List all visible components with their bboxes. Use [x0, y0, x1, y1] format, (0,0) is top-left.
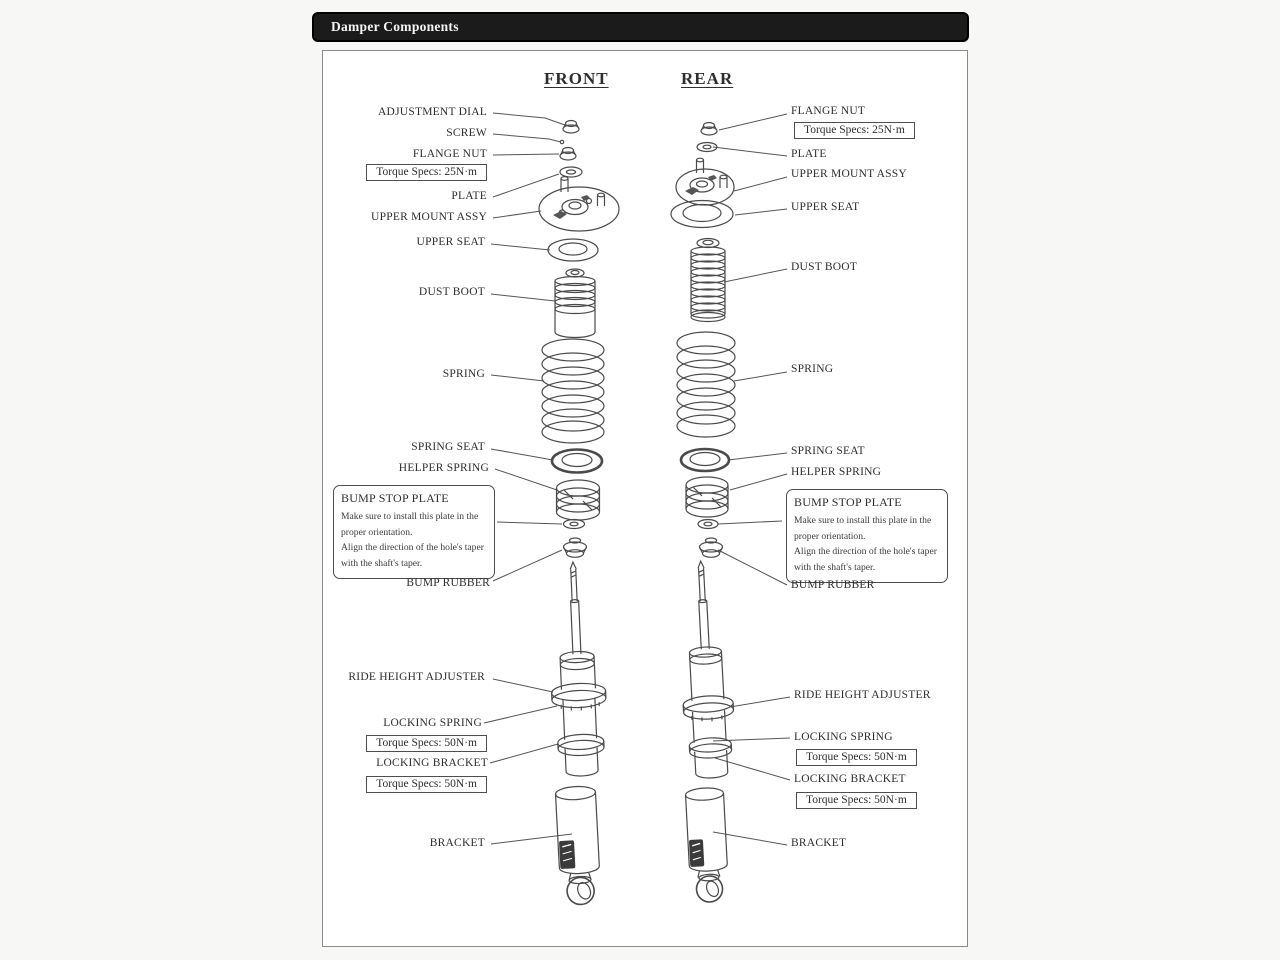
torque-box-rear-flange-nut: Torque Specs: 25N·m — [794, 122, 915, 139]
label-front-flange-nut: FLANGE NUT — [412, 148, 487, 160]
rear-spring-seat-drawing — [681, 449, 729, 471]
note-line: Make sure to install this plate in the — [341, 511, 479, 522]
note-line: Make sure to install this plate in the — [794, 515, 932, 526]
rear-heading: REAR — [681, 69, 734, 88]
front-dust-boot-drawing — [555, 269, 595, 338]
label-rear-upper-seat: UPPER SEAT — [791, 201, 860, 213]
torque-box-front-flange-nut: Torque Specs: 25N·m — [366, 164, 487, 181]
front-heading: FRONT — [544, 69, 609, 88]
rear-spring-drawing — [677, 332, 735, 437]
label-front-bump-rubber: BUMP RUBBER — [406, 577, 490, 589]
rear-damper-drawing — [671, 123, 737, 903]
label-front-dust-boot: DUST BOOT — [418, 286, 485, 298]
label-front-screw: SCREW — [446, 127, 487, 139]
front-screw-drawing — [560, 140, 563, 143]
label-rear-spring-seat: SPRING SEAT — [791, 445, 865, 457]
leader-lines — [484, 113, 790, 845]
label-rear-ride-height-adjuster: RIDE HEIGHT ADJUSTER — [794, 689, 931, 701]
note-line: proper orientation. — [794, 530, 866, 542]
front-spring-drawing — [542, 339, 604, 443]
rear-bracket-drawing — [685, 787, 729, 903]
rear-bump-rubber-drawing — [700, 538, 723, 557]
label-front-plate: PLATE — [451, 190, 487, 202]
rear-helper-spring-drawing — [686, 477, 728, 517]
label-front-bracket: BRACKET — [429, 837, 485, 849]
note-line: Align the direction of the hole's taper — [794, 546, 937, 557]
note-box-rear-bump-stop-plate — [786, 489, 948, 583]
front-plate-drawing — [560, 167, 582, 177]
front-helper-spring-drawing — [557, 480, 600, 520]
rear-flange-nut-drawing — [701, 123, 717, 136]
label-front-adjustment-dial: ADJUSTMENT DIAL — [378, 106, 487, 118]
label-rear-plate: PLATE — [791, 148, 827, 160]
label-front-upper-mount-assy: UPPER MOUNT ASSY — [371, 211, 487, 223]
label-rear-dust-boot: DUST BOOT — [791, 261, 858, 273]
label-front-helper-spring: HELPER SPRING — [398, 462, 489, 474]
label-front-ride-height-adjuster: RIDE HEIGHT ADJUSTER — [348, 671, 485, 683]
torque-box-front-locking-bracket: Torque Specs: 50N·m — [366, 776, 487, 793]
section-header-bar — [312, 12, 969, 42]
front-damper-drawing — [539, 121, 619, 906]
rear-upper-seat-drawing — [671, 201, 733, 228]
label-front-upper-seat: UPPER SEAT — [416, 236, 485, 248]
front-bump-stop-plate-drawing — [564, 520, 585, 529]
label-rear-locking-bracket: LOCKING BRACKET — [794, 773, 906, 785]
label-front-locking-bracket: LOCKING BRACKET — [376, 757, 488, 769]
front-upper-mount-drawing — [539, 177, 619, 231]
note-line: Align the direction of the hole's taper — [341, 542, 484, 553]
label-rear-flange-nut: FLANGE NUT — [791, 105, 866, 117]
manual-page — [322, 50, 968, 947]
rear-upper-mount-drawing — [676, 158, 734, 205]
label-front-spring: SPRING — [442, 368, 485, 380]
note-box-front-bump-stop-plate — [333, 485, 495, 579]
front-adjustment-dial-drawing — [563, 121, 579, 134]
front-bracket-drawing — [555, 786, 601, 906]
label-front-locking-spring: LOCKING SPRING — [383, 717, 482, 729]
label-rear-bump-rubber: BUMP RUBBER — [791, 579, 875, 591]
torque-box-front-locking-spring: Torque Specs: 50N·m — [366, 735, 487, 752]
torque-box-rear-locking-spring: Torque Specs: 50N·m — [796, 749, 917, 766]
front-upper-seat-drawing — [548, 239, 598, 261]
label-rear-bracket: BRACKET — [791, 837, 847, 849]
label-rear-locking-spring: LOCKING SPRING — [794, 731, 893, 743]
label-front-spring-seat: SPRING SEAT — [411, 441, 485, 453]
rear-dust-boot-drawing — [691, 239, 725, 322]
note-title: BUMP STOP PLATE — [341, 491, 449, 505]
front-flange-nut-drawing — [560, 148, 576, 161]
label-rear-helper-spring: HELPER SPRING — [791, 466, 882, 478]
note-line: with the shaft's taper. — [794, 561, 876, 573]
rear-bump-stop-plate-drawing — [698, 520, 718, 529]
front-bump-rubber-drawing — [564, 538, 587, 557]
note-line: with the shaft's taper. — [341, 557, 423, 569]
front-spring-seat-drawing — [552, 450, 602, 473]
label-rear-upper-mount-assy: UPPER MOUNT ASSY — [791, 168, 907, 180]
label-rear-spring: SPRING — [791, 363, 834, 375]
page-title: Damper Components — [331, 19, 459, 34]
note-title: BUMP STOP PLATE — [794, 495, 902, 509]
note-line: proper orientation. — [341, 526, 413, 538]
rear-damper-body-drawing — [676, 560, 737, 779]
torque-box-rear-locking-bracket: Torque Specs: 50N·m — [796, 792, 917, 809]
